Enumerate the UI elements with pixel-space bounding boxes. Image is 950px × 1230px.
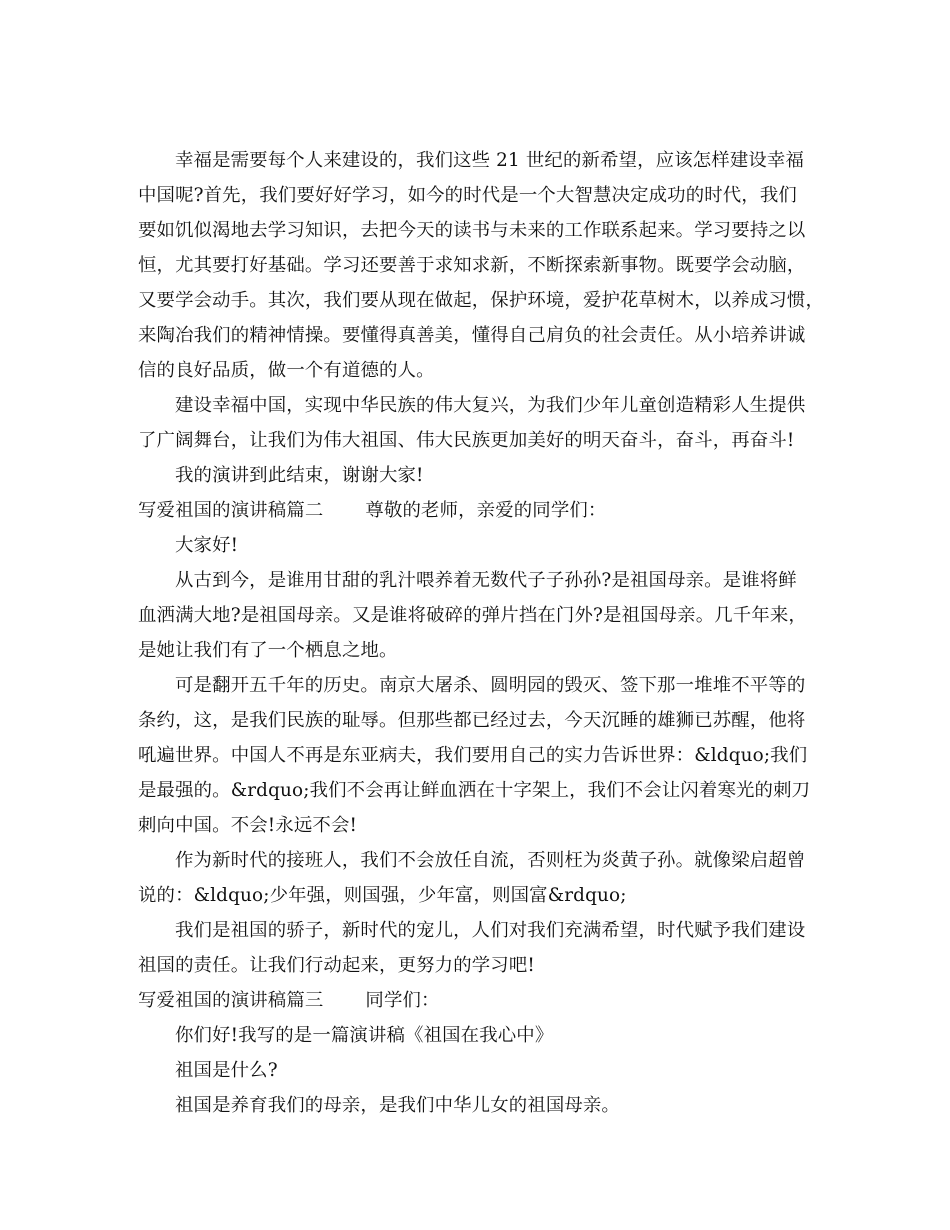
salutation: 同学们： [365,990,440,1011]
text-line: 了广阔舞台，让我们为伟大祖国、伟大民族更加美好的明天奋斗，奋斗，再奋斗! [138,430,795,451]
text-line: 我的演讲到此结束，谢谢大家! [175,465,424,486]
text-line: 你们好!我写的是一篇演讲稿《祖国在我心中》 [175,1025,554,1046]
text-line: 从古到今，是谁用甘甜的乳汁喂养着无数代子子孙孙?是祖国母亲。是谁将鲜 [175,570,797,591]
text-line: 中国呢?首先，我们要好好学习，如今的时代是一个大智慧决定成功的时代，我们 [138,185,797,206]
text-line: 条约，这，是我们民族的耻辱。但那些都已经过去，今天沉睡的雄狮已苏醒，他将 [138,710,806,731]
text-line: 祖国是什么? [175,1060,278,1081]
text-line: 是她让我们有了一个栖息之地。 [138,640,398,661]
text-line: 吼遍世界。中国人不再是东亚病夫，我们要用自己的实力告诉世界：&ldquo;我们 [138,745,808,766]
text-line: 信的良好品质，做一个有道德的人。 [138,360,435,381]
text-line: 血洒满大地?是祖国母亲。又是谁将破碎的弹片挡在门外?是祖国母亲。几千年来， [138,605,807,626]
text-line: 恒，尤其要打好基础。学习还要善于求知求新，不断探索新事物。既要学会动脑， [138,255,806,276]
text-line: 可是翻开五千年的历史。南京大屠杀、圆明园的毁灭、签下那一堆堆不平等的 [175,675,806,696]
section-title: 写爱祖国的演讲稿篇二 [138,500,324,521]
text-line: 来陶冶我们的精神情操。要懂得真善美，懂得自己肩负的社会责任。从小培养讲诚 [138,325,806,346]
text-line: 幸福是需要每个人来建设的，我们这些 21 世纪的新希望，应该怎样建设幸福 [175,150,804,171]
text-line: 是最强的。&rdquo;我们不会再让鲜血洒在十字架上，我们不会让闪着寒光的刺刀 [138,780,811,801]
text-line: 建设幸福中国，实现中华民族的伟大复兴，为我们少年儿童创造精彩人生提供 [175,395,806,416]
section-heading [138,496,606,526]
text-line: 我们是祖国的骄子，新时代的宠儿，人们对我们充满希望，时代赋予我们建设 [175,920,806,941]
text-line: 说的：&ldquo;少年强，则国强，少年富，则国富&rdquo; [138,885,627,906]
text-line: 要如饥似渴地去学习知识，去把今天的读书与未来的工作联系起来。学习要持之以 [138,220,806,241]
text-line: 又要学会动手。其次，我们要从现在做起，保护环境，爱护花草树木，以养成习惯， [138,290,825,311]
salutation: 尊敬的老师，亲爱的同学们： [365,500,607,521]
text-line: 祖国的责任。让我们行动起来，更努力的学习吧! [138,955,535,976]
section-heading [138,986,440,1016]
section-title: 写爱祖国的演讲稿篇三 [138,990,324,1011]
text-line: 大家好! [175,535,239,556]
text-line: 作为新时代的接班人，我们不会放任自流，否则枉为炎黄子孙。就像梁启超曾 [175,850,806,871]
text-line: 祖国是养育我们的母亲，是我们中华儿女的祖国母亲。 [175,1095,620,1116]
text-line: 刺向中国。不会!永远不会! [138,815,358,836]
